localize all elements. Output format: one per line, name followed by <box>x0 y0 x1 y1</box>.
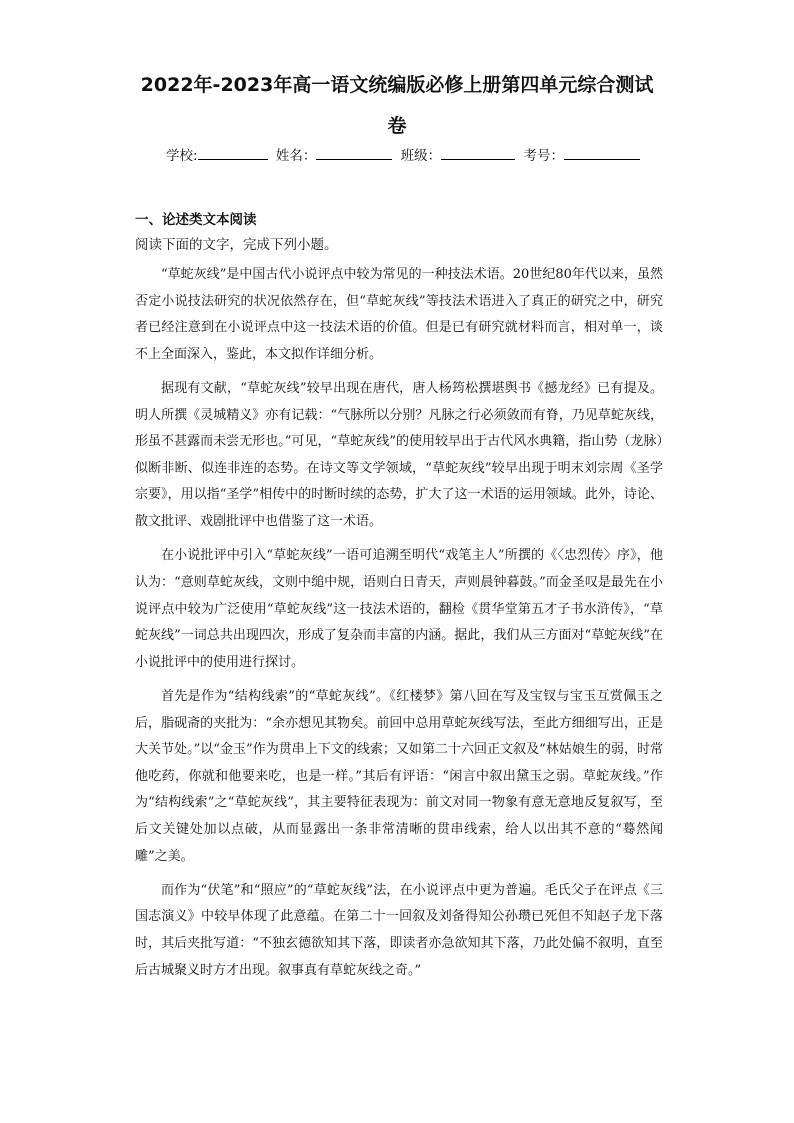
passage-paragraph: 首先是作为“结构线索”的“草蛇灰线”。《红楼梦》第八回在写及宝钗与宝玉互赏佩玉之后，脂砚斋的夹批为：“余亦想见其物矣。前回中总用草蛇灰线写法，至此方细细写出，正是大关节处。”以“金玉”作为贯串上下文的线索；又如第二十六回正文叙及“林姑娘生的弱，时常他吃药，你就和他要来吃，也是一样。”其后有评语：“闲言中叙出黛玉之弱。草蛇灰线。”作为“结构线索”之“草蛇灰线”，其主要特征表现为：前文对同一物象有意无意地反复叙写，至后文关键处加以点破，从而显露出一条非常清晰的贯串线索，给人以出其不意的“蓦然闻雕”之美。 <box>135 688 663 864</box>
class-blank[interactable] <box>441 145 515 160</box>
exam-title-line-2: 卷 <box>387 115 407 137</box>
school-label: 学校: <box>166 148 198 164</box>
school-blank[interactable] <box>198 145 268 160</box>
passage-paragraph: “草蛇灰线”是中国古代小说评点中较为常见的一种技法术语。20世纪80年代以来，虽然否定小说技法研究的状况依然存在，但“草蛇灰线”等技法术语进入了真正的研究之中，研究者已经注意到在小说评点中这一技法术语的价值。但是已有研究就材料而言，相对单一，谈不上全面深入，鉴此，本文拟作详细分析。 <box>135 267 663 362</box>
passage <box>135 262 663 992</box>
name-label: 姓名： <box>275 148 317 164</box>
number-blank[interactable] <box>564 145 640 160</box>
class-label: 班级： <box>400 148 442 164</box>
reading-instruction: 阅读下面的文字，完成下列小题。 <box>135 237 338 253</box>
passage-paragraph: 在小说批评中引入“草蛇灰线”一语可追溯至明代“戏笔主人”所撰的《〈忠烈传〉序》，他认为：“意则草蛇灰线，文则中缒中规，语则白日青天，声则晨钟暮鼓。”而金圣叹是最先在小说评点中较为广泛使用“草蛇灰线”这一技法术语的，翻检《贯华堂第五才子书水浒传》，“草蛇灰线”一词总共出现四次，形成了复杂而丰富的内涵。据此，我们从三方面对“草蛇灰线”在小说批评中的使用进行探讨。 <box>135 548 663 670</box>
section-heading: 一、论述类文本阅读 <box>135 212 257 228</box>
name-blank[interactable] <box>316 145 392 160</box>
number-label: 考号： <box>523 148 564 164</box>
passage-paragraph: 据现有文献，“草蛇灰线”较早出现在唐代，唐人杨筠松撰堪舆书《撼龙经》已有提及。明人所撰《灵城精义》亦有记载：“气脉所以分别？凡脉之行必须敛而有脊，乃见草蛇灰线，形虽不甚露而未尝无形也。”可见，“草蛇灰线”的使用较早出于古代风水典籍，指山势（龙脉）似断非断、似连非连的态势。在诗文等文学领域，“草蛇灰线”较早出现于明末刘宗周《圣学宗要》，用以指“圣学”相传中的时断时续的态势，扩大了这一术语的运用领域。此外，诗论、散文批评、戏剧批评中也借鉴了这一术语。 <box>135 381 663 530</box>
passage-paragraph: 而作为“伏笔”和“照应”的“草蛇灰线”法，在小说评点中更为普遍。毛氏父子在评点《三国志演义》中较早体现了此意蕴。在第二十一回叙及刘备得知公孙瓒已死但不知赵子龙下落时，其后夹批写道：“不独玄德欲知其下落，即读者亦急欲知其下落，乃此处偏不叙明，直至后古城聚义时方才出现。叙事真有草蛇灰线之奇。” <box>135 882 663 978</box>
student-info-row <box>166 144 644 164</box>
exam-title-line-1: 2022年-2023年高一语文统编版必修上册第四单元综合测试 <box>140 74 654 96</box>
